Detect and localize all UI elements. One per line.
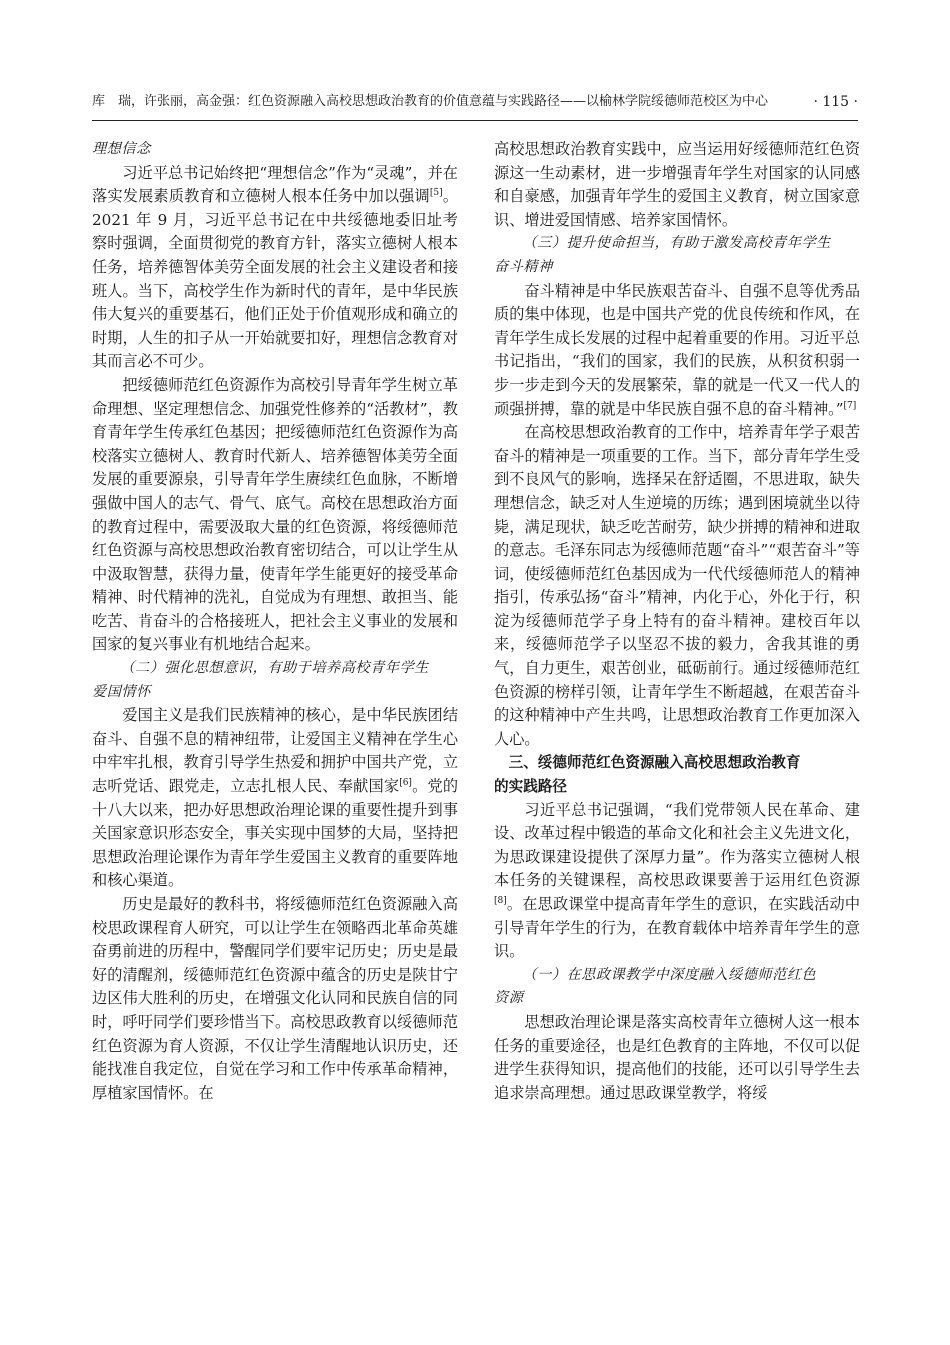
paragraph-text: 。2021 年 9 月，习近平总书记在中共绥德地委旧址考察时强调，全面贯彻党的教育方针，落实立德树人根本任务，培养德智体美劳全面发展的社会主义建设者和接班人。当下，高校学生作为新时代的青年，是中华民族伟大复兴的重要基石，他们正处于价值观形成和确立的时期，人生的扣子从一开始就要扣好，理想信念教育对其而言必不可少。 [92, 187, 459, 371]
paragraph-text: 爱国主义是我们民族精神的核心，是中华民族团结奋斗、自强不息的精神纽带，让爱国主义精神在学生心中牢牢扎根，教育引导学生热爱和拥护中国共产党，立志听党话、跟党走，立志扎根人民、奉献国家 [92, 706, 458, 796]
paragraph [494, 280, 860, 422]
paragraph-text: 习近平总书记强调，“我们党带领人民在革命、建设、改革过程中锻造的革命文化和社会主义先进文化，为思政课建设提供了深厚力量”。作为落实立德树人根本任务的关键课程，高校思政课要善于运用红色资源 [494, 800, 860, 890]
right-column [494, 138, 860, 1105]
subsection-heading: （二）强化思想意识，有助于培养高校青年学生 [120, 660, 429, 677]
section-heading-line2: 的实践路径 [494, 778, 567, 796]
subsection-heading-line2: 资源 [494, 990, 524, 1007]
citation-ref: [8] [494, 895, 507, 906]
paragraph [92, 162, 458, 374]
subsection-heading-line2: 奋斗精神 [494, 258, 553, 275]
paragraph: 思想政治理论课是落实高校青年立德树人这一根本任务的重要途径，也是红色教育的主阵地，不仅可以促进学生获得知识，提高他们的技能，还可以引导学生去追求崇高理想。通过思政课堂教学，将绥 [494, 1012, 860, 1102]
paragraph: 在高校思想政治教育的工作中，培养青年学子艰苦奋斗的精神是一项重要的工作。当下，部分青年学生受到不良风气的影响，选择呆在舒适圈，不思进取，缺失理想信念，缺乏对人生逆境的历练；遇到困境就坐以待毙，满足现状，缺乏吃苦耐劳，缺少拼搏的精神和进取的意志。毛泽东同志为绥德师范题“奋斗”“艰苦奋斗”等词，使绥德师范红色基因成为一代代绥德师范人的精神指引，传承弘扬“奋斗”精神，内化于心，外化于行，积淀为绥德师范学子身上特有的奋斗精神。建校百年以来，绥德师范学子以坚忍不拔的毅力，舍我其谁的勇气，自力更生，艰苦创业，砥砺前行。通过绥德师范红色资源的榜样引领，让青年学生不断超越，在艰苦奋斗的这种精神中产生共鸣，让思想政治教育工作更加深入人心。 [494, 423, 860, 748]
paragraph-continued: 高校思想政治教育实践中，应当运用好绥德师范红色资源这一生动素材，进一步增强青年学生对国家的认同感和自豪感，加强青年学生的爱国主义教育，树立国家意识、增进爱国情感、培养家国情怀。 [494, 140, 860, 229]
running-title: 库 瑞，许张丽，高金强：红色资源融入高校思想政治教育的价值意蕴与实践路径——以榆林学院绥德师范校区为中心 [92, 94, 769, 109]
subsection-heading-continued: 理想信念 [92, 141, 151, 157]
subsection-heading: （一）在思政课教学中深度融入绥德师范红色 [522, 966, 817, 983]
left-column [92, 138, 458, 1105]
running-header [92, 92, 858, 121]
section-heading: 三、绥德师范红色资源融入高校思想政治教育 [508, 754, 801, 772]
paragraph [92, 704, 458, 893]
citation-ref: [7] [843, 400, 857, 411]
subsection-heading: （三）提升使命担当，有助于激发高校青年学生 [522, 235, 831, 252]
paragraph-text: 。党的十八大以来，把办好思想政治理论课的重要性提升到事关国家意识形态安全，事关实现中国梦的大局，坚持把思想政治理论课作为青年学生爱国主义教育的重要阵地和核心渠道。 [92, 777, 459, 890]
citation-ref: [5] [429, 188, 443, 199]
page-number: · 115 · [813, 94, 858, 110]
paragraph-text: 。在思政课堂中提高青年学生的意识，在实践活动中引导青年学生的行为，在教育载体中培养青年学生的意识。 [494, 895, 860, 961]
paragraph: 把绥德师范红色资源作为高校引导青年学生树立革命理想、坚定理想信念、加强党性修养的“活教材”，教育青年学生传承红色基因；把绥德师范红色资源作为高校落实立德树人、教育时代新人、培养德智体美劳全面发展的重要源泉，引导青年学生赓续红色血脉，不断增强做中国人的志气、骨气、底气。高校在思想政治方面的教育过程中，需要汲取大量的红色资源，将绥德师范红色资源与高校思想政治教育密切结合，可以让学生从中汲取智慧，获得力量，使青年学生能更好的接受革命精神、时代精神的洗礼，自觉成为有理想、敢担当、能吃苦、肯奋斗的合格接班人，把社会主义事业的发展和国家的复兴事业有机地结合起来。 [92, 375, 458, 654]
citation-ref: [6] [399, 777, 412, 788]
paragraph-text: 奋斗精神是中华民族艰苦奋斗、自强不息等优秀品质的集中体现，也是中国共产党的优良传统和作风，在青年学生成长发展的过程中起着重要的作用。习近平总书记指出，“我们的国家，我们的民族，从积贫积弱一步一步走到今天的发展繁荣，靠的就是一代又一代人的顽强拼搏，靠的就是中华民族自强不息的奋斗精神。” [494, 281, 860, 418]
subsection-heading-line2: 爱国情怀 [92, 683, 151, 700]
paragraph-text: 习近平总书记始终把“理想信念”作为“灵魂”，并在落实发展素质教育和立德树人根本任务中加以强调 [92, 163, 458, 206]
paragraph: 历史是最好的教科书，将绥德师范红色资源融入高校思政课程育人研究，可以让学生在领略西北革命英雄奋勇前进的历程中，警醒同学们要牢记历史；历史是最好的清醒剂，绥德师范红色资源中蕴含的历史是陕甘宁边区伟大胜利的历史，在增强文化认同和民族自信的同时，呼吁同学们要珍惜当下。高校思政教育以绥德师范红色资源为育人资源，不仅让学生清醒地认识历史，还能找准自我定位，自觉在学习和工作中传承革命精神，厚植家国情怀。在 [92, 895, 458, 1102]
paragraph [494, 799, 860, 964]
